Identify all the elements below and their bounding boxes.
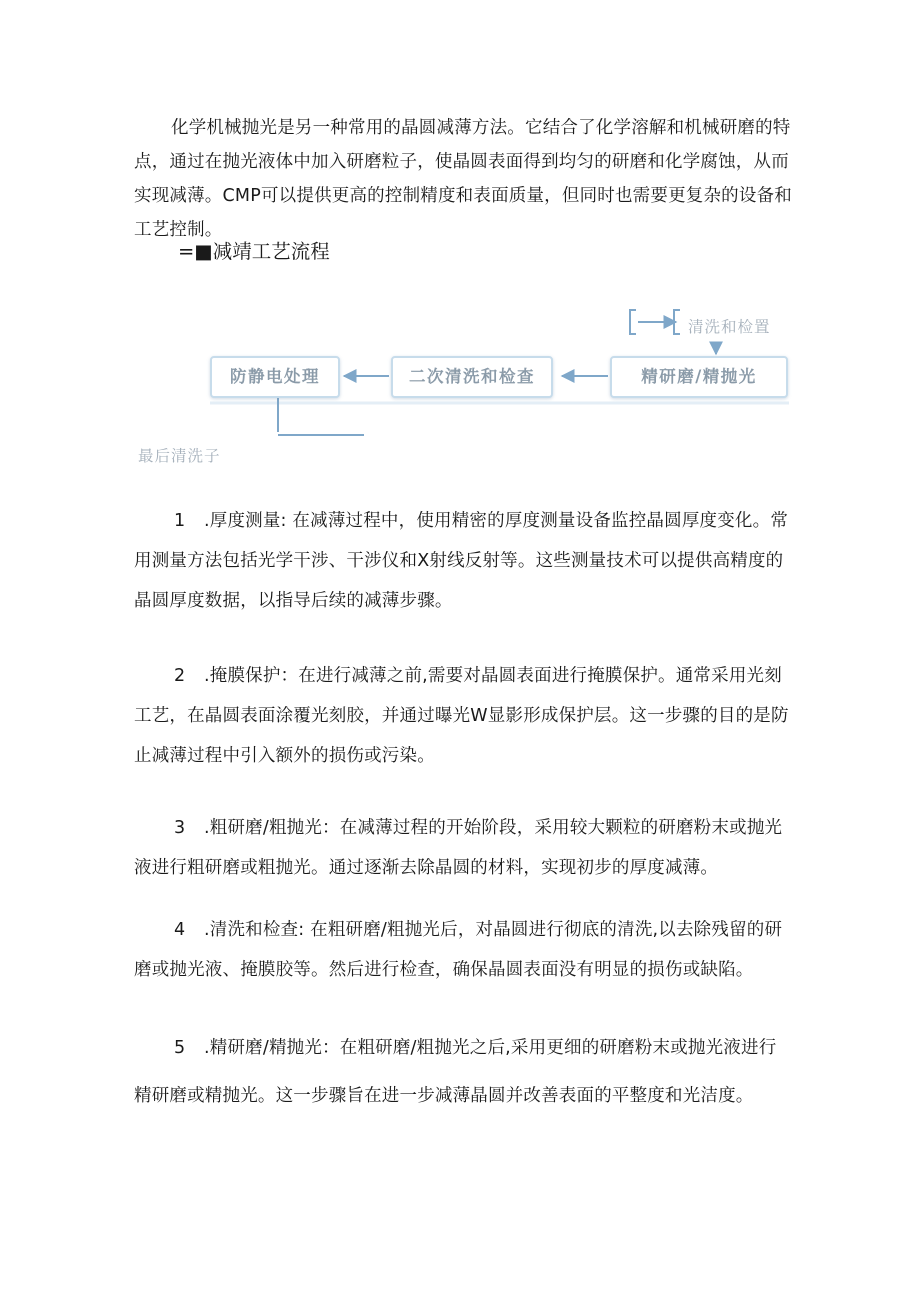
top-bracket-right: [674, 310, 680, 334]
step-item: [134, 1024, 794, 1120]
step-text: .精研磨/精抛光：在粗研磨/粗抛光之后,采用更细的研磨粉末或抛光液进行精研磨或精抛光。这一步骤旨在进一步减薄晶圆并改善表面的平整度和光洁度。: [134, 1038, 777, 1106]
process-flow-diagram: [134, 296, 794, 470]
intro-paragraph: 化学机械抛光是另一种常用的晶圆减薄方法。它结合了化学溶解和机械研磨的特点，通过在抛光液体中加入研磨粒子，使晶圆表面得到均匀的研磨和化学腐蚀，从而实现减薄。CMP可以提供更高的控制精度和表面质量，但同时也需要更复杂的设备和工艺控制。: [134, 118, 792, 240]
box-antistatic-treatment: 防静电处理: [210, 356, 340, 398]
step-number: 4: [174, 920, 186, 940]
section-heading: =■减靖工艺流程: [178, 240, 330, 263]
step-number: 1: [174, 511, 186, 531]
step-text: .清洗和检查: 在粗研磨/粗抛光后，对晶圆进行彻底的清洗,以去除残留的研磨或抛光液、掩膜胶等。然后进行检查，确保晶圆表面没有明显的损伤或缺陷。: [134, 920, 783, 980]
step-text: .粗研磨/粗抛光：在减薄过程的开始阶段，采用较大颗粒的研磨粉末或抛光液进行粗研磨或粗抛光。通过逐渐去除晶圆的材料，实现初步的厚度减薄。: [134, 818, 783, 878]
label-final-clean: 最后清洗子: [138, 447, 221, 465]
step-number: 3: [174, 818, 186, 838]
box-fine-grind-polish: 精研磨/精抛光: [610, 356, 788, 398]
step-item: [134, 910, 794, 990]
box-second-clean-inspect: 二次清洗和检查: [391, 356, 553, 398]
top-bracket: [630, 310, 636, 334]
step-number: 2: [174, 666, 186, 686]
step-item: [134, 808, 794, 888]
step-number: 5: [174, 1038, 186, 1058]
step-text: .厚度测量: 在减薄过程中，使用精密的厚度测量设备监控晶圆厚度变化。常用测量方法包括光学干涉、干涉仪和X射线反射等。这些测量技术可以提供高精度的晶圆厚度数据，以指导后续的减薄步骤。: [134, 511, 789, 611]
label-clean-and-inspect-top: 清洗和检置: [688, 318, 771, 336]
step-item: [134, 656, 794, 776]
step-text: .掩膜保护：在进行减薄之前,需要对晶圆表面进行掩膜保护。通常采用光刻工艺，在晶圆表面涂覆光刻胶，并通过曝光W显影形成保护层。这一步骤的目的是防止减薄过程中引入额外的损伤或污染。: [134, 666, 789, 766]
step-item: [134, 501, 794, 621]
